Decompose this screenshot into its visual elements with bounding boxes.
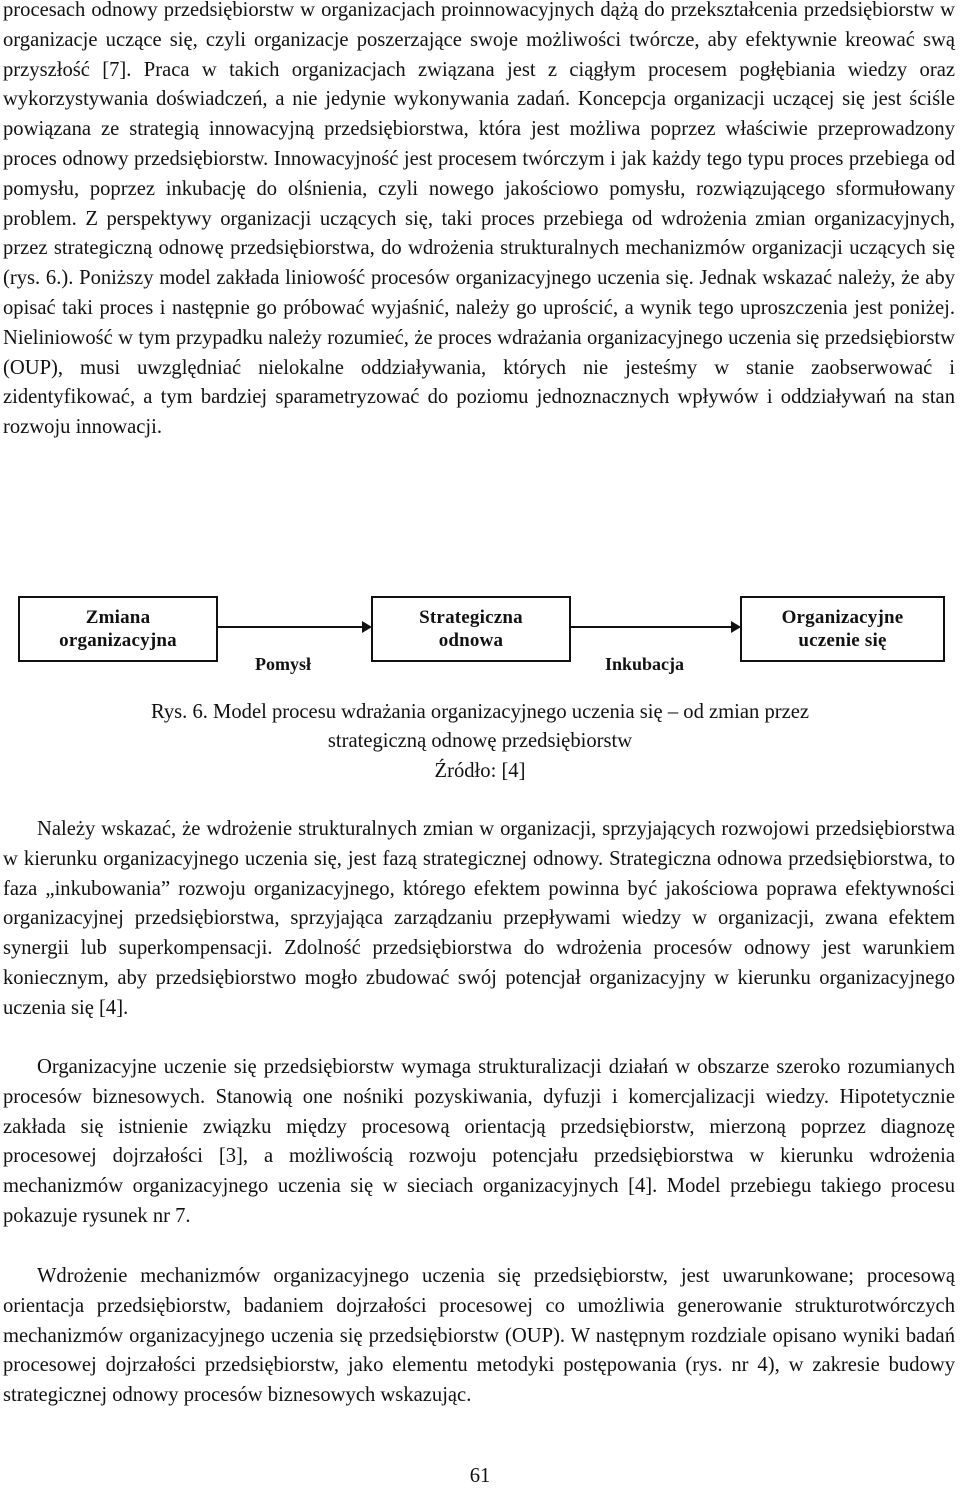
figure-caption-line1: Rys. 6. Model procesu wdrażania organizacyjnego uczenia się – od zmian przez	[150, 701, 810, 723]
stage-label-pomysl: Pomysł	[255, 654, 311, 674]
box-organizacyjne-uczenie-sie	[740, 596, 945, 662]
stage-label-inkubacja: Inkubacja	[605, 654, 685, 674]
box-strategiczna-odnowa	[371, 596, 571, 662]
paragraph-1: procesach odnowy przedsiębiorstw w organizacjach proinnowacyjnych dążą do przekształcenia przedsiębiorstw w organizacje uczące się, czyli organizacje poszerzające swoje możliwości twórcze, aby efektywnie kreować swą przyszłość [7]. Praca w takich organizacjach związana jest z ciągłym procesem pogłębiania wiedzy oraz wykorzystywania doświadczeń, a nie jedynie wykonywania zadań. Koncepcja organizacji uczącej się jest ściśle powiązana ze strategią innowacyjną przedsiębiorstwa, która jest możliwa poprzez właściwie przeprowadzony proces odnowy przedsiębiorstw. Innowacyjność jest procesem twórczym i jak każdy tego typu proces przebiega od pomysłu, poprzez inkubację do olśnienia, czyli nowego jakościowo pomysłu, rozwiązującego sformułowany problem. Z perspektywy organizacji uczących się, taki proces przebiega od wdrożenia zmian organizacyjnych, przez strategiczną odnowę przedsiębiorstwa, do wdrożenia strukturalnych mechanizmów organizacji uczących się (rys. 6.). Poniższy model zakłada liniowość procesów organizacyjnego uczenia się. Jednak wskazać należy, że aby opisać taki proces i następnie go próbować wyjaśnić, należy go uprościć, a wynik tego uproszczenia jest poniżej. Nieliniowość w tym przypadku należy rozumieć, że proces wdrażania organizacyjnego uczenia się przedsiębiorstw (OUP), musi uwzględniać nielokalne oddziaływania, których nie jesteśmy w stanie zaobserwować i zidentyfikować, a tym bardziej sparametryzować do poziomu jednoznacznych wpływów i oddziaływań na stan rozwoju innowacji.	[3, 0, 955, 439]
paragraph-2: Należy wskazać, że wdrożenie strukturalnych zmian w organizacji, sprzyjających rozwojowi przedsiębiorstwa w kierunku organizacyjnego uczenia się, jest fazą strategicznej odnowy. Strategiczna odnowa przedsiębiorstwa, to faza „inkubowania” rozwoju organizacyjnego, którego efektem powinna być jakościowa poprawa efektywności organizacyjnej przedsiębiorstwa, sprzyjająca zarządzaniu przepływami wiedzy w organizacji, zwana efektem synergii lub superkompensacji. Zdolność przedsiębiorstwa do wdrożenia procesów odnowy jest warunkiem koniecznym, aby przedsiębiorstwo mogło zbudować swój potencjał organizacyjny w kierunku organizacyjnego uczenia się [4].	[3, 818, 955, 1019]
figure-source: Źródło: [4]	[434, 760, 526, 782]
page-number: 61	[469, 1465, 491, 1487]
box-zmiana-organizacyjna	[18, 596, 218, 662]
figure-process-model	[0, 586, 960, 686]
paragraph-3: Organizacyjne uczenie się przedsiębiorstw wymaga strukturalizacji działań w obszarze szeroko rozumianych procesów biznesowych. Stanowią one nośniki pozyskiwania, dyfuzji i komercjalizacji wiedzy. Hipotetycznie zakłada się istnienie związku między procesową orientacją przedsiębiorstw, mierzoną poprzez diagnozę procesowej dojrzałości [3], a możliwością rozwoju potencjału przedsiębiorstwa w kierunku wdrożenia mechanizmów organizacyjnego uczenia się w sieciach organizacyjnych [4]. Model przebiegu takiego procesu pokazuje rysunek nr 7.	[3, 1056, 955, 1227]
box-b-line1: Strategiczna	[419, 607, 523, 628]
box-a-line1: Zmiana	[85, 607, 151, 628]
box-b-line2: odnowa	[438, 630, 504, 651]
box-a-line2: organizacyjna	[59, 630, 177, 651]
paragraph-4: Wdrożenie mechanizmów organizacyjnego uczenia się przedsiębiorstw, jest uwarunkowane; procesową orientacja przedsiębiorstw, badaniem dojrzałości procesowej co umożliwia generowanie strukturotwórczych mechanizmów organizacyjnego uczenia się przedsiębiorstw (OUP). W następnym rozdziale opisano wyniki badań procesowej dojrzałości przedsiębiorstw, jako elementu metodyki postępowania (rys. nr 4), w zakresie budowy strategicznej odnowy procesów biznesowych wskazując.	[3, 1265, 955, 1407]
figure-caption-line2: strategiczną odnowę przedsiębiorstw	[327, 730, 633, 752]
box-c-line1: Organizacyjne	[781, 607, 904, 628]
box-c-line2: uczenie się	[798, 630, 887, 651]
arrow-right-icon	[569, 619, 741, 635]
arrow-right-icon	[216, 619, 372, 635]
